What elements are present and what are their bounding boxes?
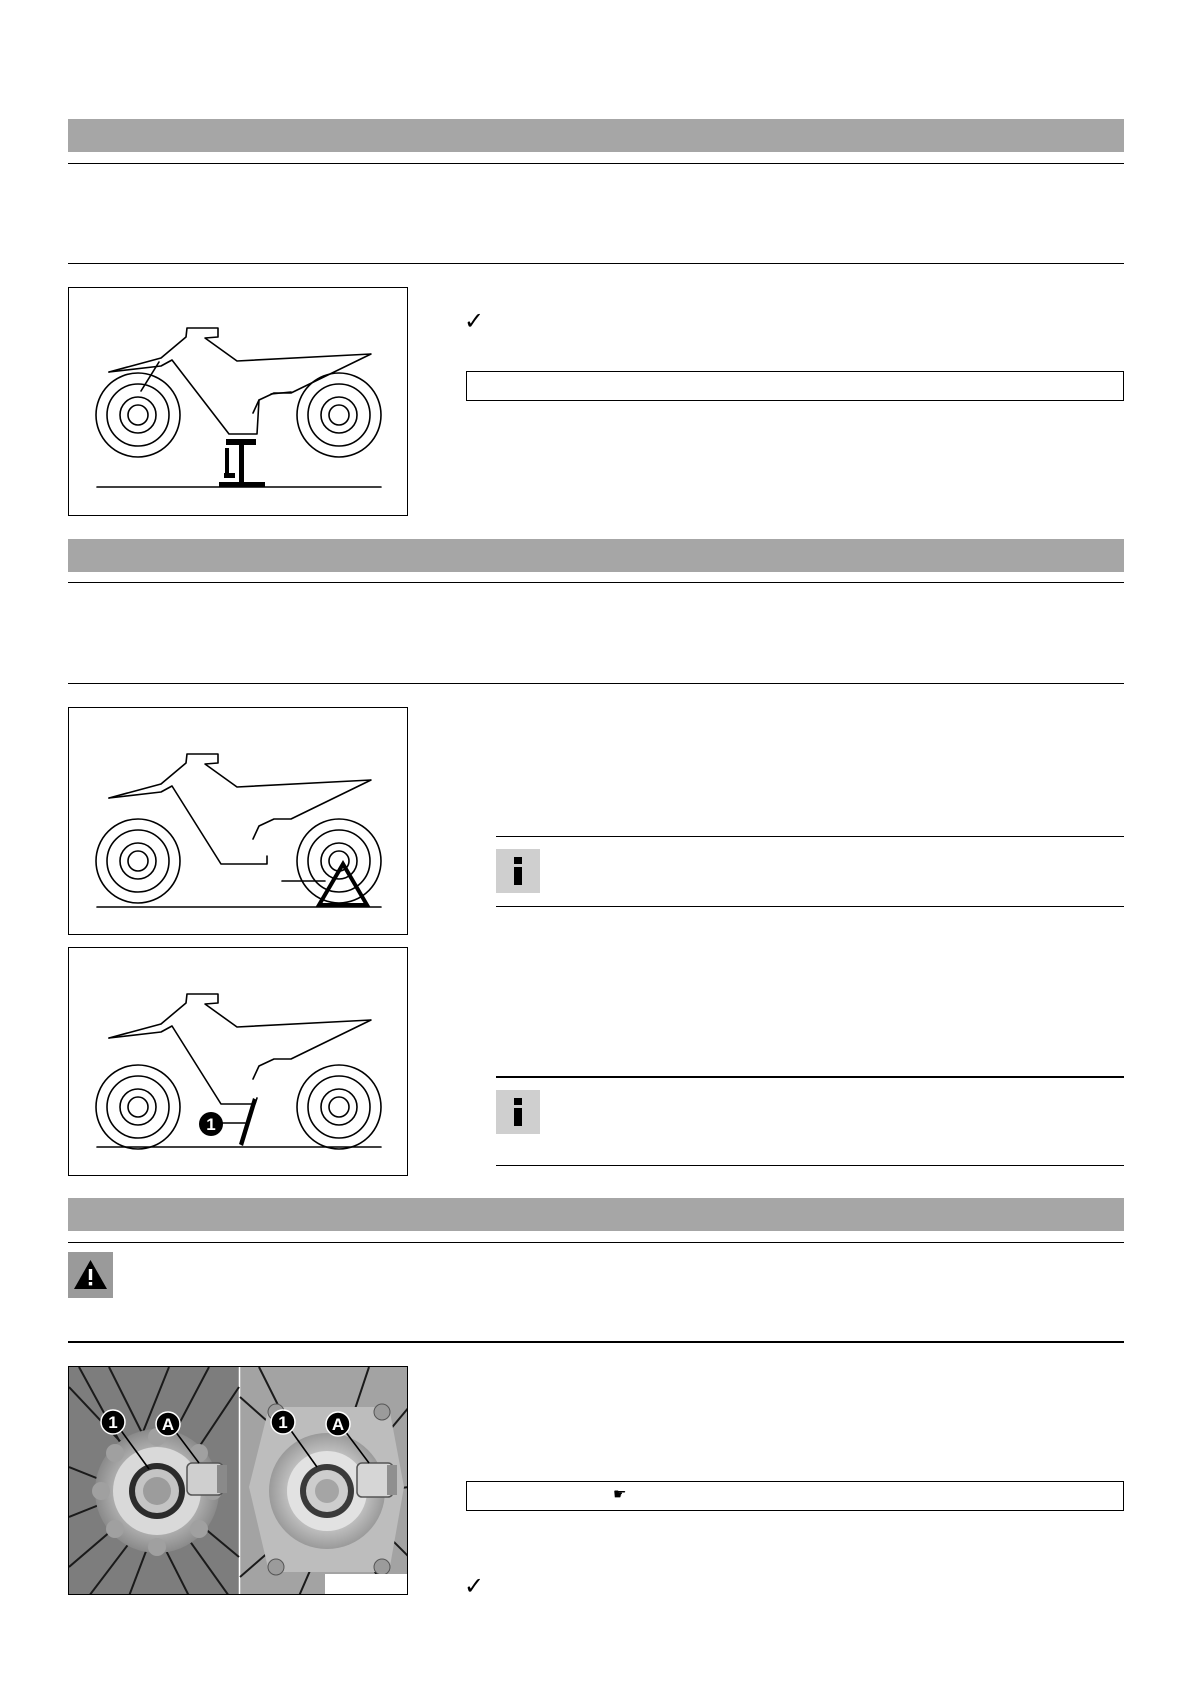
check-mark-icon: ✓ xyxy=(464,308,485,335)
section-3-header-bar xyxy=(68,1198,1124,1231)
figure-motorcycle-on-stand xyxy=(68,287,408,516)
figure-motorcycle-side-stand xyxy=(68,947,408,1176)
info-note-1 xyxy=(496,836,1124,907)
info-note-2 xyxy=(496,1076,1124,1166)
pointer-icon: ☛ xyxy=(613,1486,627,1503)
section-3-top-rule xyxy=(68,1242,1124,1243)
motorcycle-warning-triangle-illustration xyxy=(69,708,408,935)
section-2-header-bar xyxy=(68,539,1124,572)
check-mark-icon: ✓ xyxy=(464,1573,485,1600)
section-3-divider xyxy=(68,1341,1124,1343)
callout-a-left xyxy=(156,1412,180,1436)
callout-1-right-label: 1 xyxy=(278,1413,288,1432)
figure-wheel-hub-photos xyxy=(68,1366,408,1595)
section-1-top-rule xyxy=(68,163,1124,164)
wheel-hub-photo xyxy=(69,1367,408,1595)
callout-1-left xyxy=(101,1410,125,1434)
section-2-divider xyxy=(68,683,1124,684)
callout-a-right-label: A xyxy=(331,1415,345,1434)
photo-id-label xyxy=(325,1574,407,1594)
callout-a-left-label: A xyxy=(161,1415,175,1434)
lift-stand-icon xyxy=(219,439,265,487)
figure-motorcycle-triangle xyxy=(68,707,408,935)
side-stand-icon xyxy=(239,1098,257,1146)
callout-1-left-label: 1 xyxy=(108,1413,118,1432)
reference-box xyxy=(466,371,1124,401)
info-icon xyxy=(496,849,540,893)
warning-icon xyxy=(68,1252,113,1298)
callout-a-right xyxy=(326,1412,350,1436)
callout-1-right xyxy=(271,1410,295,1434)
motorcycle-side-stand-illustration xyxy=(69,948,408,1176)
info-icon xyxy=(496,1090,540,1134)
motorcycle-on-stand-illustration xyxy=(69,288,408,516)
reference-box-with-pointer xyxy=(466,1481,1124,1511)
callout-1-label: 1 xyxy=(206,1115,216,1134)
section-1-divider xyxy=(68,263,1124,264)
section-2-top-rule xyxy=(68,582,1124,583)
section-1-header-bar xyxy=(68,119,1124,152)
